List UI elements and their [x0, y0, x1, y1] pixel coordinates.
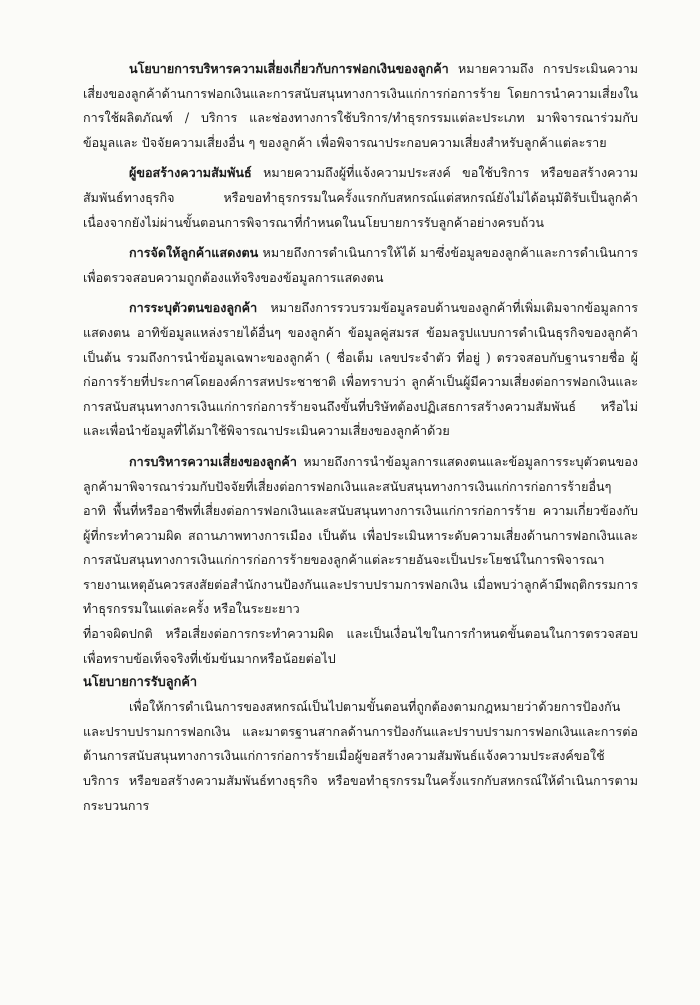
continuation-paragraph: ที่อาจผิดปกติ หรือเสี่ยงต่อการกระทำความผิด และเป็นเงื่อนไขในการกำหนดขั้นตอนในการตรวจสอบเพื่อทราบข้อเท็จจริงที่เข้มข้นมากหรือน้อยต่อไป: [83, 626, 638, 666]
definition-body: หมายถึงการนำข้อมูลการแสดงตนและข้อมูลการระบุตัวตนของลูกค้ามาพิจารณาร่วมกับปัจจัยที่เสี่ยงต่อการฟอกเงินและสนับสนุนทางการเงินแก่การก่อการร้ายอื่นๆ อาทิ พื้นที่หรืออาชีพที่เสี่ยงต่อการฟอกเงินและสนับสนุนทางการเงินแก่การก่อการร้าย ความเกี่ยวข้องกับผู้ที่กระทำความผิด สถานภาพทางการเมือง เป็นต้น เพื่อประเมินหาระดับความเสี่ยงด้านการฟอกเงินและการสนับสนุนทางการเงินแก่การก่อการร้ายของลูกค้าแต่ละรายอันจะเป็นประโยชน์ในการพิจารณารายงานเหตุอันควรสงสัยต่อสำนักงานป้องกันและปราบปรามการฟอกเงิน เมื่อพบว่าลูกค้ามีพฤติกรรมการทำธุรกรรมในแต่ละครั้ง หรือในระยะยาว: [83, 453, 638, 617]
definition-risk-policy: [83, 57, 638, 155]
definition-term: นโยบายการบริหารความเสี่ยงเกี่ยวกับการฟอกเงินของลูกค้า: [129, 61, 449, 76]
definition-body: หมายถึงการรวบรวมข้อมูลรอบด้านของลูกค้าที่เพิ่มเติมจากข้อมูลการ แสดงตน อาทิข้อมูลแหล่งรายได้อื่นๆ ของลูกค้า ข้อมูลคู่สมรส ข้อมลรูปแบบการดำเนินธุรกิจของลูกค้า เป็นต้น รวมถึงการนำข้อมูลเฉพาะของลูกค้า ( ชื่อเต็ม เลขประจำตัว ที่อยู่ ) ตรวจสอบกับฐานรายชื่อ ผู้ก่อการร้ายที่ประกาศโดยองค์การสหประชาชาติ เพื่อทราบว่า ลูกค้าเป็นผู้มีความเสี่ยงต่อการฟอกเงินและ การสนับสนุนทางการเงินแก่การก่อการร้ายจนถึงขั้นที่บริษัทต้องปฏิเสธการสร้างความสัมพันธ์ หรือไม่ และเพื่อนำข้อมูลที่ได้มาใช้พิจารณาประเมินความเสี่ยงของลูกค้าด้วย: [83, 300, 638, 439]
customer-acceptance-paragraph: เพื่อให้การดำเนินการของสหกรณ์เป็นไปตามขั้นตอนที่ถูกต้องตามกฎหมายว่าด้วยการป้องกันและปราบปรามการฟอกเงิน และมาตรฐานสากลด้านการป้องกันและปราบปรามการฟอกเงินและการต่อต้านการสนับสนุนทางการเงินแก่การก่อการร้ายเมื่อผู้ขอสร้างความสัมพันธ์แจ้งความประสงค์ขอใช้บริการ หรือขอสร้างความสัมพันธ์ทางธุรกิจ หรือขอทำธุรกรรมในครั้งแรกกับสหกรณ์ให้ดำเนินการตามกระบวนการ: [83, 699, 638, 813]
definition-term: การบริหารความเสี่ยงของลูกค้า: [129, 453, 297, 469]
definition-customer-identification: [83, 241, 638, 290]
definition-relationship-applicant: [83, 161, 638, 235]
definition-body: หมายความถึงผู้ที่แจ้งความประสงค์ ขอใช้บริการ หรือขอสร้างความสัมพันธ์ทางธุรกิจ หรือขอทำธุรกรรมในครั้งแรกกับสหกรณ์แต่สหกรณ์ยังไม่ได้อนุมัติรับเป็นลูกค้า เนื่องจากยังไม่ผ่านขั้นตอนการพิจารณาที่กำหนดในนโยบายการรับลูกค้าอย่างครบถ้วน: [83, 165, 638, 230]
definition-body: หมายถึงการดำเนินการให้ได้ มาซึ่งข้อมูลของลูกค้าและการดำเนินการเพื่อตรวจสอบความถูกต้องแท้จริงของข้อมูลการแสดงตน: [83, 245, 638, 285]
definition-term: การจัดให้ลูกค้าแสดงตน: [129, 245, 259, 261]
definition-term: การระบุตัวตนของลูกค้า: [129, 300, 258, 316]
definition-customer-risk-management: [83, 450, 638, 622]
section-heading: นโยบายการรับลูกค้า: [83, 675, 198, 691]
definition-term: ผู้ขอสร้างความสัมพันธ์: [129, 165, 252, 181]
definition-customer-due-diligence: [83, 296, 638, 444]
definition-body: หมายความถึง การประเมินความเสี่ยงของลูกค้าด้านการฟอกเงินและการสนับสนุนทางการเงินแก่การก่อการร้าย โดยการนำความเสี่ยงในการใช้ผลิตภัณฑ์ / บริการ และช่องทางการใช้บริการ/ทำธุรกรรมแต่ละประเภท มาพิจารณาร่วมกับข้อมูลและ ปัจจัยความเสี่ยงอื่น ๆ ของลูกค้า เพื่อพิจารณาประกอบความเสี่ยงสำหรับลูกค้าแต่ละราย: [83, 61, 638, 150]
